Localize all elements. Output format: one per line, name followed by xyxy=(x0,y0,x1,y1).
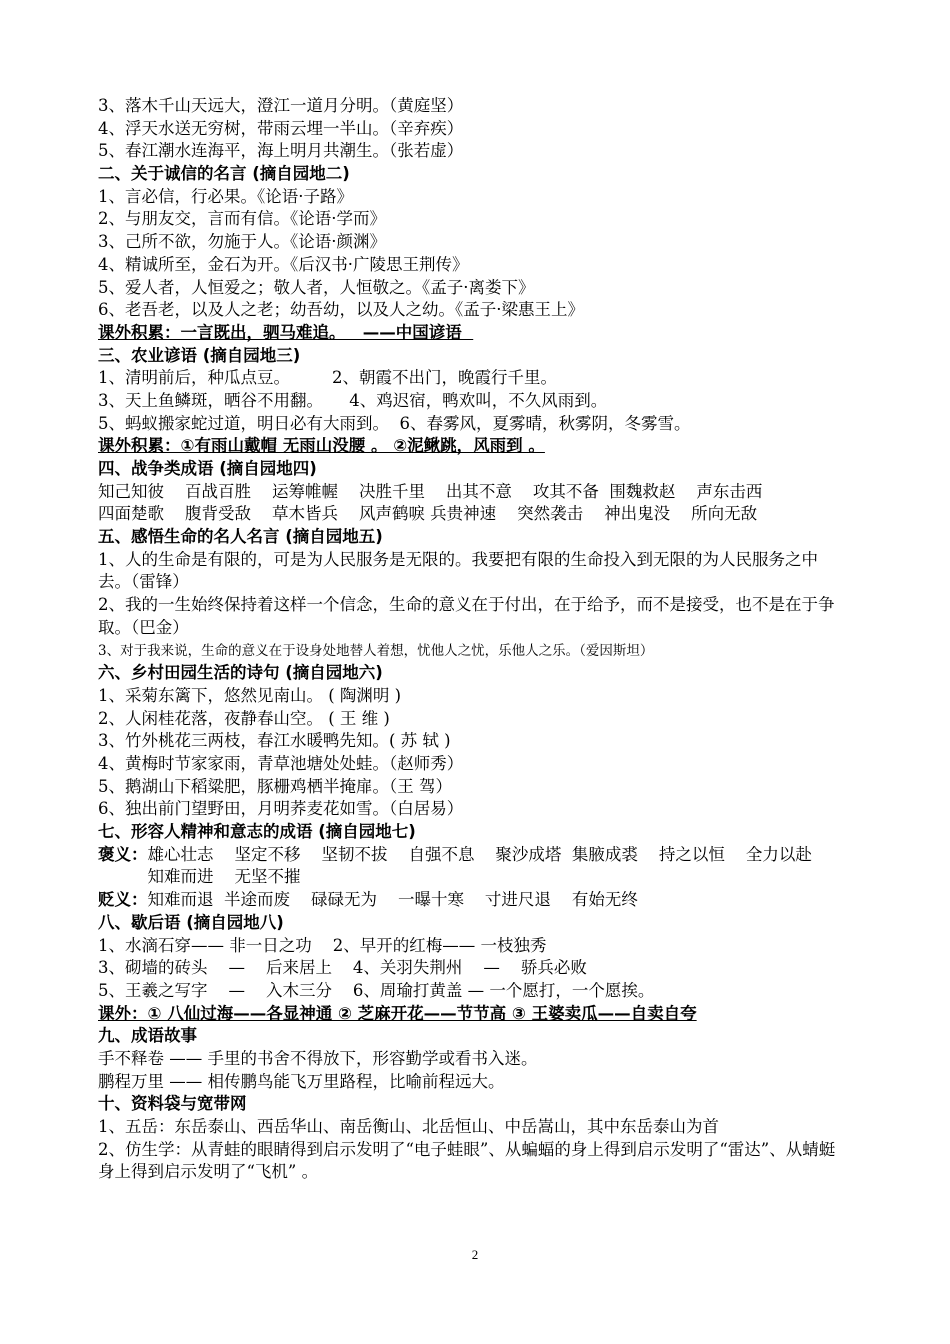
section-heading-integrity: 二、关于诚信的名言 (摘自园地二) xyxy=(98,164,350,184)
xiehouyu-row: 5、王羲之写字 — 入木三分 6、周瑜打黄盖 — 一个愿打，一个愿挨。 xyxy=(98,980,655,1000)
quote-line: 2、与朋友交，言而有信。《论语·学而》 xyxy=(98,209,386,229)
quote-line: 3、己所不欲，勿施于人。《论语·颜渊》 xyxy=(98,232,386,252)
document-body xyxy=(98,95,843,1184)
section-heading-life-quotes: 五、感悟生命的名人名言 (摘自园地五) xyxy=(98,527,383,547)
section-heading-war-idioms: 四、战争类成语 (摘自园地四) xyxy=(98,459,317,478)
section-heading-xiehouyu: 八、歇后语 (摘自园地八) xyxy=(98,912,284,932)
story-line: 手不释卷 —— 手里的书舍不得放下，形容勤学或看书入迷。 xyxy=(98,1049,538,1069)
section-heading-idiom-stories: 九、成语故事 xyxy=(98,1026,197,1046)
praise-label: 褒义： xyxy=(98,844,148,864)
poem-line: 1、采菊东篱下，悠然见南山。 ( 陶渊明 ) xyxy=(98,685,402,705)
section-heading-farming: 三、农业谚语 (摘自园地三) xyxy=(98,345,301,365)
quote-line: 5、爱人者，人恒爱之；敬人者，人恒敬之。《孟子·离娄下》 xyxy=(98,277,535,297)
extra-accumulation: 课外积累：一言既出，驷马难追。 ——中国谚语 xyxy=(98,322,474,342)
quote-line-small: 3、对于我来说，生命的意义在于设身处地替人着想，忧他人之忧，乐他人之乐。（爱因斯坦） xyxy=(98,642,654,659)
quote-line: 1、言必信，行必果。《论语·子路》 xyxy=(98,186,353,206)
poem-line: 5、鹅湖山下稻粱肥，豚栅鸡栖半掩扉。（王 驾） xyxy=(98,776,452,796)
proverb-row: 3、天上鱼鳞斑，晒谷不用翻。 4、鸡迟宿，鸭欢叫，不久风雨到。 xyxy=(98,390,608,410)
extra-accumulation: 课外：① 八仙过海——各显神通 ② 芝麻开花——节节高 ③ 王婆卖瓜——自卖自夸 xyxy=(98,1003,697,1023)
poem-line: 3、竹外桃花三两枝，春江水暖鸭先知。( 苏 轼 ) xyxy=(98,731,451,751)
praise-idioms xyxy=(98,844,843,889)
idiom-paragraph: 四面楚歌 腹背受敌 草木皆兵 风声鹤唳 兵贵神速 突然袭击 神出鬼没 所向无敌 xyxy=(98,504,758,524)
poem-line: 3、落木千山天远大，澄江一道月分明。（黄庭坚） xyxy=(98,96,464,115)
derogatory-idioms xyxy=(98,889,843,912)
section-heading-pastoral-poems: 六、乡村田园生活的诗句 (摘自园地六) xyxy=(98,663,383,683)
section-heading-resources: 十、资料袋与宽带网 xyxy=(98,1094,247,1114)
praise-text: 雄心壮志 坚定不移 坚韧不拔 自强不息 聚沙成塔 集腋成裘 持之以恒 全力以赴 知难而进 无坚不摧 xyxy=(147,844,833,887)
proverb-row: 5、蚂蚁搬家蛇过道，明日必有大雨到。 6、春雾风，夏雾晴，秋雾阴，冬雾雪。 xyxy=(98,413,691,433)
xiehouyu-row: 1、水滴石穿—— 非一日之功 2、早开的红梅—— 一枝独秀 xyxy=(98,935,547,955)
quote-line: 6、老吾老，以及人之老；幼吾幼，以及人之幼。《孟子·梁惠王上》 xyxy=(98,300,584,320)
derogatory-text: 知难而退 半途而废 碌碌无为 一曝十寒 寸进尺退 有始无终 xyxy=(147,890,638,910)
story-line: 鹏程万里 —— 相传鹏鸟能飞万里路程，比喻前程远大。 xyxy=(98,1071,505,1091)
poem-line: 2、人闲桂花落，夜静春山空。 ( 王 维 ) xyxy=(98,708,390,728)
resource-paragraph: 2、仿生学：从青蛙的眼睛得到启示发明了“电子蛙眼”、从蝙蝠的身上得到启示发明了“雷达”、从蜻蜓身上得到启示发明了“飞机” 。 xyxy=(98,1139,836,1182)
quote-paragraph: 1、人的生命是有限的，可是为人民服务是无限的。我要把有限的生命投入到无限的为人民服务之中去。（雷锋） xyxy=(98,549,818,592)
idiom-paragraph: 知己知彼 百战百胜 运筹帷幄 决胜千里 出其不意 攻其不备 围魏救赵 声东击西 xyxy=(98,481,763,501)
derogatory-label: 贬义： xyxy=(98,890,148,910)
poem-line: 4、黄梅时节家家雨，青草池塘处处蛙。（赵师秀） xyxy=(98,754,464,774)
page-number: 2 xyxy=(471,1247,479,1262)
poem-line: 5、春江潮水连海平，海上明月共潮生。（张若虚） xyxy=(98,141,464,161)
proverb-row: 1、清明前后，种瓜点豆。 2、朝霞不出门，晚霞行千里。 xyxy=(98,368,557,388)
section-heading-spirit-idioms: 七、形容人精神和意志的成语 (摘自园地七) xyxy=(98,822,416,842)
poem-line: 4、浮天水送无穷树，带雨云埋一半山。（辛弃疾） xyxy=(98,118,464,138)
quote-paragraph: 2、我的一生始终保持着这样一个信念，生命的意义在于付出，在于给予，而不是接受，也不是在于争取。（巴金） xyxy=(98,595,835,637)
poem-line: 6、独出前门望野田，月明荞麦花如雪。（白居易） xyxy=(98,799,464,819)
xiehouyu-row: 3、砌墙的砖头 — 后来居上 4、关羽失荆州 — 骄兵必败 xyxy=(98,958,587,978)
quote-line: 4、精诚所至，金石为开。《后汉书·广陵思王荆传》 xyxy=(98,254,469,274)
extra-accumulation: 课外积累：①有雨山戴帽 无雨山没腰 。 ②泥鳅跳，风雨到 。 xyxy=(98,436,545,456)
resource-line: 1、五岳：东岳泰山、西岳华山、南岳衡山、北岳恒山、中岳嵩山，其中东岳泰山为首 xyxy=(98,1117,719,1137)
